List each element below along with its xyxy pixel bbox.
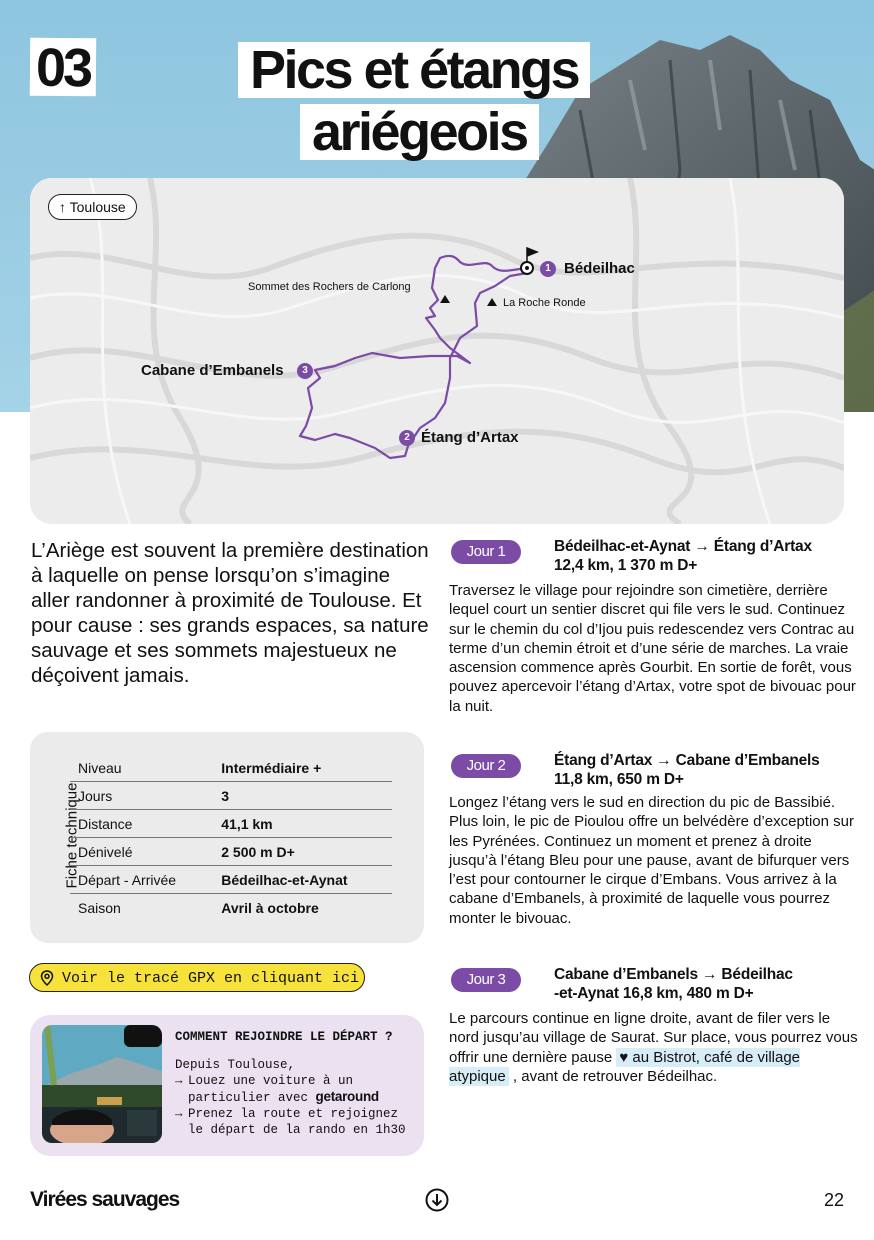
table-row (70, 810, 392, 838)
table-row (70, 754, 392, 782)
day-2-heading (554, 751, 820, 789)
gpx-link-label: Voir le tracé GPX en cliquant ici (62, 970, 360, 987)
gpx-link-button[interactable] (29, 963, 365, 992)
fiche-table (70, 754, 392, 921)
stop-1-badge[interactable]: 1 (540, 261, 556, 277)
route-map[interactable] (30, 178, 844, 524)
row-value: Intermédiaire + (213, 754, 392, 782)
chapter-number: 03 (30, 38, 97, 97)
day-1-heading (554, 537, 812, 575)
flag-icon (527, 248, 537, 262)
peak-roche-ronde-label: La Roche Ronde (503, 297, 586, 309)
day-3-text (449, 1009, 861, 1086)
page-number: 22 (823, 1190, 844, 1210)
table-row (70, 838, 392, 866)
day-3-heading (554, 965, 793, 1003)
getting-there-title: COMMENT REJOINDRE LE DÉPART ? (175, 1030, 393, 1044)
peak-triangle-icon (440, 295, 450, 303)
day-3-text-before: Le parcours continue en ligne droite, avant de filer vers le nord jusqu’au village de Saurat. Sur place, vous pourrez vous offrir une dernière pause (449, 1010, 858, 1066)
footer-brand: Virées sauvages (30, 1188, 180, 1211)
intro-paragraph: L’Ariège est souvent la première destination à laquelle on pense lorsqu’on s’imagine aller randonner à proximité de Toulouse. Et pour cause : ses grands espaces, sa nature sauvage et ses sommets majestueux ne déçoivent jamais. (31, 539, 429, 687)
stop-2-badge[interactable]: 2 (399, 430, 415, 446)
step2-line1: Prenez la route et rejoignez (188, 1107, 399, 1121)
day-3-badge: Jour 3 (451, 968, 521, 992)
row-value: 2 500 m D+ (213, 838, 392, 866)
getting-there-intro: Depuis Toulouse, (175, 1058, 296, 1072)
day-1-text: Traversez le village pour rejoindre son cimetière, derrière lequel court un sentier discret qui file vers le sud. Continuez sur le chemin du col d’Ijou puis redescendez vers Contrac au terme d’un chemin étroit et d’une série de marches. La vraie ascension commence après Gourbit. En sortie de forêt, vous pouvez apercevoir l’étang d’Artax, votre spot de bivouac pour la nuit. (449, 582, 856, 715)
row-label: Saison (78, 899, 121, 916)
getting-there-card (30, 1015, 424, 1156)
arrow-right-icon: → (175, 1074, 183, 1088)
route-track (30, 178, 844, 524)
row-value: Bédeilhac-et-Aynat (213, 866, 392, 894)
day-2-text: Longez l’étang vers le sud en direction du pic de Bassibié. Plus loin, le pic de Pioulou offre un belvédère d’exception sur les Pyrénées. Continuez un moment et prenez à droite jusqu’à l’étang Bleu pour une pause, avant de bifurquer vers l’est pour contourner le cirque d’Embans. Vous arrivez à la cabane d’Embanels, à proximité de laquelle vous pourrez monter le bivouac. (449, 794, 854, 927)
stop-1-label: Bédeilhac (564, 260, 635, 277)
table-row (70, 866, 392, 894)
location-pin-icon (40, 970, 54, 986)
table-row (70, 782, 392, 810)
fiche-title: Fiche technique (63, 782, 81, 889)
day-1-badge: Jour 1 (451, 540, 521, 564)
stop-3-badge[interactable]: 3 (297, 363, 313, 379)
row-label: Dénivelé (70, 838, 213, 866)
day-2-stats: 11,8 km, 650 m D+ (554, 771, 684, 788)
fiche-technique-card (30, 732, 424, 943)
step2-line2: le départ de la rando en 1h30 (188, 1123, 406, 1137)
toulouse-direction-button[interactable]: ↑ Toulouse (48, 194, 137, 220)
step1-line2: particulier avec (188, 1091, 309, 1105)
day-2-badge: Jour 2 (451, 754, 521, 778)
row-label: Niveau (70, 754, 213, 782)
table-row (70, 894, 392, 922)
row-value: 41,1 km (213, 810, 392, 838)
row-value: 3 (213, 782, 392, 810)
stop-2-label: Étang d’Artax (421, 429, 519, 446)
day-1-route: Bédeilhac-et-Aynat → Étang d’Artax (554, 538, 812, 555)
row-label: Départ - Arrivée (70, 866, 213, 894)
bistrot-link[interactable]: ♥ au Bistrot, café de village atypique (449, 1048, 801, 1085)
getaround-link[interactable]: getaround (315, 1089, 379, 1104)
row-label: Distance (70, 810, 213, 838)
day-2-route: Étang d’Artax → Cabane d’Embanels (554, 752, 820, 769)
stop-3-label: Cabane d’Embanels (141, 362, 284, 379)
car-window-photo (42, 1025, 162, 1143)
day-1-stats: 12,4 km, 1 370 m D+ (554, 557, 698, 574)
arrow-down-circle-icon[interactable] (425, 1188, 449, 1212)
page-title-line2: ariégeois (300, 104, 539, 160)
step1-line1: Louez une voiture à un (188, 1074, 354, 1088)
page-title-line1: Pics et étangs (238, 42, 590, 98)
getting-there-body (175, 1057, 406, 1138)
arrow-right-icon: → (175, 1107, 183, 1121)
peak-triangle-icon (487, 298, 497, 306)
peak-carlong-label: Sommet des Rochers de Carlong (248, 281, 411, 293)
row-value: Avril à octobre (221, 899, 319, 916)
row-label: Jours (70, 782, 213, 810)
day-3-text-after: , avant de retrouver Bédeilhac. (508, 1067, 718, 1085)
day-3-route: Cabane d’Embanels → Bédeilhac (554, 966, 793, 983)
day-3-stats: -et-Aynat 16,8 km, 480 m D+ (554, 985, 754, 1002)
